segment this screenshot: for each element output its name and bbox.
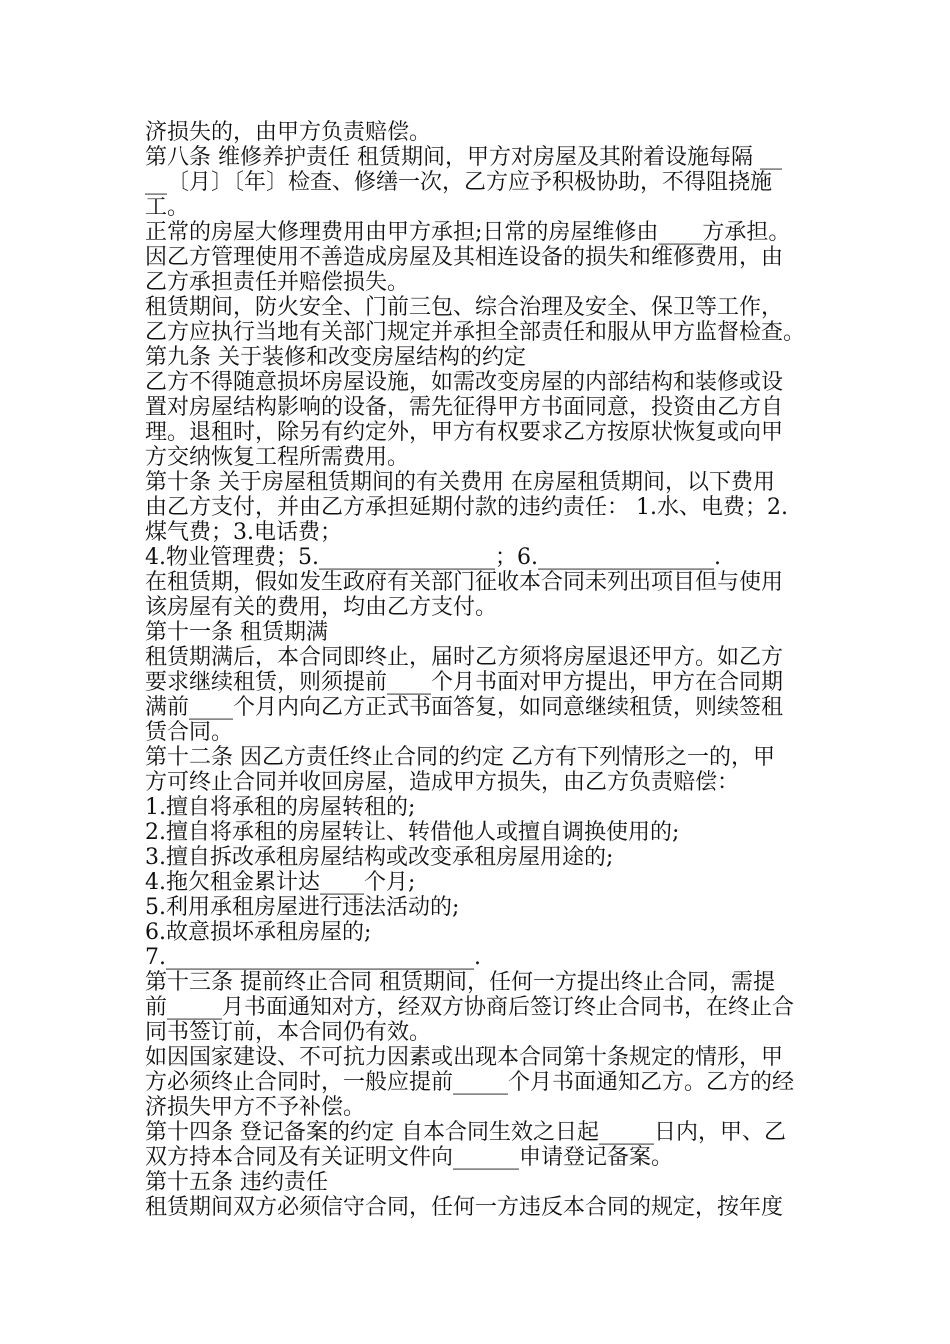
- text-line: 第八条 维修养护责任 租赁期间，甲方对房屋及其附着设施每隔 __: [145, 145, 782, 170]
- text-line: 前_____月书面通知对方，经双方协商后签订终止合同书，在终止合: [145, 995, 795, 1020]
- text-line: 方可终止合同并收回房屋，造成甲方损失，由乙方负责赔偿：: [145, 770, 740, 795]
- text-line: 租赁期满后，本合同即终止，届时乙方须将房屋退还甲方。如乙方: [145, 645, 784, 670]
- text-line: 工。: [145, 195, 190, 220]
- text-line: 第十条 关于房屋租赁期间的有关费用 在房屋租赁期间，以下费用: [145, 470, 775, 495]
- text-line: 理。退租时，除另有约定外，甲方有权要求乙方按原状恢复或向甲: [145, 420, 784, 445]
- text-line: 满前____个月内向乙方正式书面答复，如同意继续租赁，则续签租: [145, 695, 784, 720]
- text-line: 5.利用承租房屋进行违法活动的;: [145, 895, 460, 920]
- text-line: 乙方不得随意损坏房屋设施，如需改变房屋的内部结构和装修或设: [145, 370, 784, 395]
- text-line: 第十三条 提前终止合同 租赁期间，任何一方提出终止合同，需提: [145, 970, 775, 995]
- text-line: 租赁期间双方必须信守合同，任何一方违反本合同的规定，按年度: [145, 1195, 784, 1220]
- text-line: 煤气费；3.电话费；: [145, 520, 342, 545]
- text-line: 方必须终止合同时，一般应提前_____个月书面通知乙方。乙方的经: [145, 1070, 795, 1095]
- text-line: 因乙方管理使用不善造成房屋及其相连设备的损失和维修费用，由: [145, 245, 784, 270]
- text-line: 6.故意损坏承租房屋的;: [145, 920, 372, 945]
- text-line: __〔月〕〔年〕检查、修缮一次，乙方应予积极协助，不得阻挠施: [145, 170, 773, 195]
- text-line: 正常的房屋大修理费用由甲方承担;日常的房屋维修由____方承担。: [145, 220, 791, 245]
- text-line: 要求继续租赁，则须提前____个月书面对甲方提出，甲方在合同期: [145, 670, 784, 695]
- text-line: 乙方应执行当地有关部门规定并承担全部责任和服从甲方监督检查。: [145, 320, 806, 345]
- text-line: 1.擅自将承租的房屋转租的;: [145, 795, 416, 820]
- text-line: 第十四条 登记备案的约定 自本合同生效之日起_____日内，甲、乙: [145, 1120, 786, 1145]
- text-line: 该房屋有关的费用，均由乙方支付。: [145, 595, 498, 620]
- text-line: 第十五条 违约责任: [145, 1170, 328, 1195]
- text-line: 方交纳恢复工程所需费用。: [145, 445, 410, 470]
- text-line: 济损失的，由甲方负责赔偿。: [145, 120, 432, 145]
- text-line: 同书签订前，本合同仍有效。: [145, 1020, 432, 1045]
- text-line: 4.拖欠租金累计达____个月;: [145, 870, 416, 895]
- text-line: 4.物业管理费；5.________________；6.________________.: [145, 545, 721, 570]
- text-line: 第十一条 租赁期满: [145, 620, 328, 645]
- text-line: 第十二条 因乙方责任终止合同的约定 乙方有下列情形之一的，甲: [145, 745, 775, 770]
- text-line: 3.擅自拆改承租房屋结构或改变承租房屋用途的;: [145, 845, 614, 870]
- text-line: 在租赁期，假如发生政府有关部门征收本合同未列出项目但与使用: [145, 570, 784, 595]
- text-line: 租赁期间，防火安全、门前三包、综合治理及安全、保卫等工作，: [145, 295, 784, 320]
- text-line: 乙方承担责任并赔偿损失。: [145, 270, 410, 295]
- text-line: 由乙方支付，并由乙方承担延期付款的违约责任： 1.水、电费；2.: [145, 495, 788, 520]
- text-line: 2.擅自将承租的房屋转让、转借他人或擅自调换使用的;: [145, 820, 680, 845]
- text-line: 赁合同。: [145, 720, 234, 745]
- text-line: 济损失甲方不予补偿。: [145, 1095, 366, 1120]
- text-line: 7.____________________________.: [145, 945, 481, 970]
- text-line: 双方持本合同及有关证明文件向______申请登记备案。: [145, 1145, 674, 1170]
- text-line: 第九条 关于装修和改变房屋结构的约定: [145, 345, 526, 370]
- text-line: 如因国家建设、不可抗力因素或出现本合同第十条规定的情形，甲: [145, 1045, 784, 1070]
- text-line: 置对房屋结构影响的设备，需先征得甲方书面同意，投资由乙方自: [145, 395, 784, 420]
- document-page: [145, 120, 815, 1220]
